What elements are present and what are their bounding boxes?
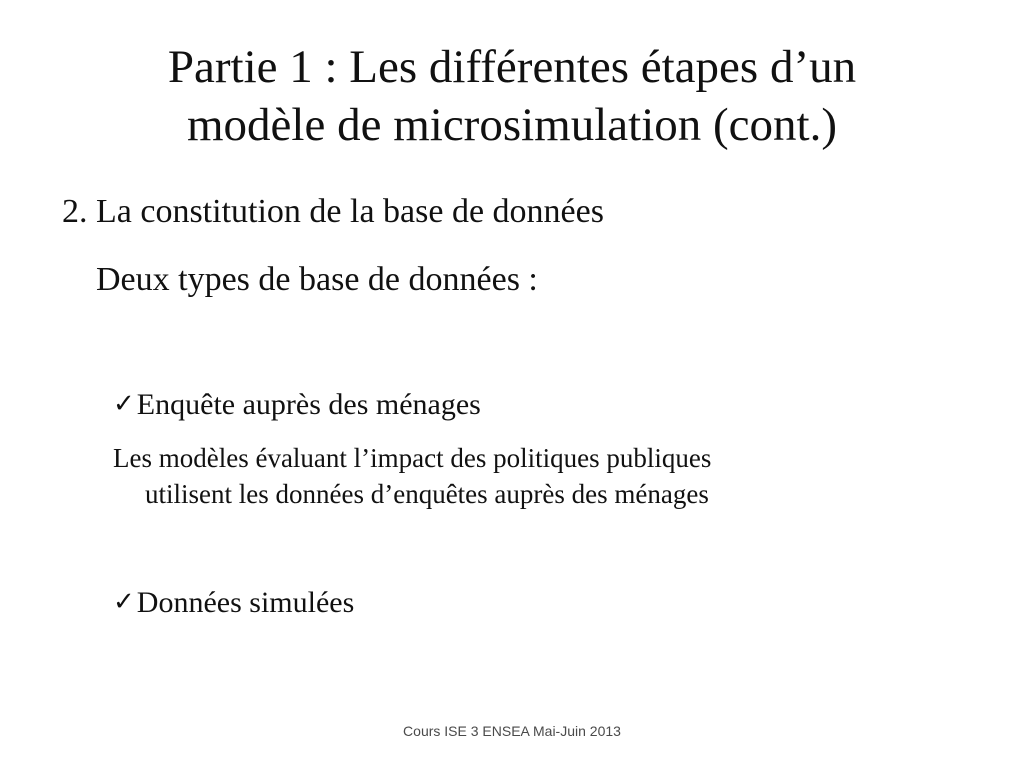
check-item-label: Enquête auprès des ménages xyxy=(136,388,481,421)
survey-description-line-2: utilisent les données d’enquêtes auprès des ménages xyxy=(145,479,709,509)
checkmark-icon: ✓ xyxy=(113,389,135,419)
check-item-label: Données simulées xyxy=(136,586,355,619)
survey-description xyxy=(113,440,913,512)
check-item-household-survey xyxy=(113,384,481,425)
slide-title xyxy=(40,38,984,154)
survey-description-line-1: Les modèles évaluant l’impact des politiques publiques xyxy=(113,443,712,473)
check-item-simulated-data xyxy=(113,582,354,623)
section-heading: 2. La constitution de la base de données xyxy=(62,193,604,230)
slide-footer: Cours ISE 3 ENSEA Mai-Juin 2013 xyxy=(403,723,621,739)
checkmark-icon: ✓ xyxy=(113,587,135,617)
slide-title-line-1: Partie 1 : Les différentes étapes d’un xyxy=(167,41,857,93)
subheading: Deux types de base de données : xyxy=(96,261,538,298)
slide-title-line-2: modèle de microsimulation (cont.) xyxy=(187,99,837,151)
